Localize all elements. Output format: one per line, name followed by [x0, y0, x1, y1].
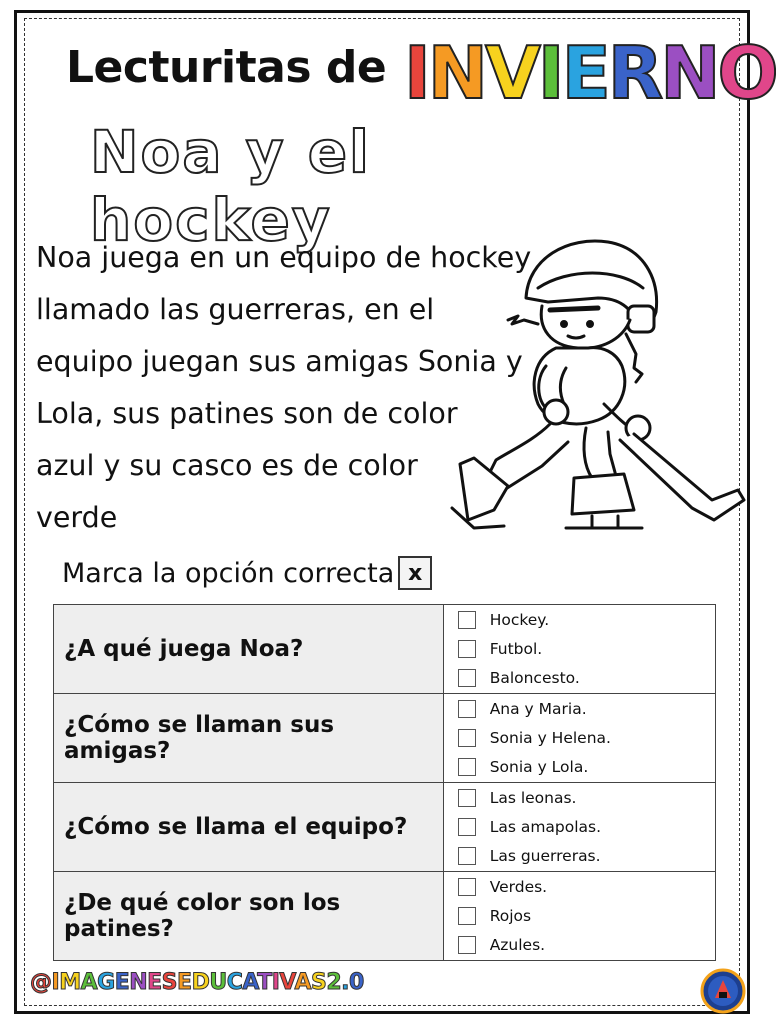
quiz-question: ¿Cómo se llaman sus amigas? — [54, 694, 444, 783]
title-highlight-letter: N — [660, 31, 718, 115]
option-checkbox[interactable] — [458, 640, 476, 658]
title-highlight-letter: O — [717, 31, 776, 115]
quiz-option — [458, 931, 715, 960]
quiz-option — [458, 813, 715, 842]
option-checkbox[interactable] — [458, 758, 476, 776]
quiz-options — [443, 872, 715, 961]
option-checkbox[interactable] — [458, 611, 476, 629]
quiz-question: ¿A qué juega Noa? — [54, 605, 444, 694]
story-line: azul y su casco es de color — [36, 449, 418, 482]
quiz-question: ¿Cómo se llama el equipo? — [54, 783, 444, 872]
quiz-option — [458, 606, 715, 635]
option-label: Ana y Maria. — [489, 700, 587, 718]
option-checkbox[interactable] — [458, 818, 476, 836]
option-label: Verdes. — [489, 878, 548, 896]
title-highlight-letter: I — [537, 31, 562, 115]
title-highlight-letter: E — [561, 31, 608, 115]
quiz-question: ¿De qué color son los patines? — [54, 872, 444, 961]
option-checkbox[interactable] — [458, 847, 476, 865]
quiz-row — [54, 694, 716, 783]
quiz-option — [458, 784, 715, 813]
option-checkbox[interactable] — [458, 936, 476, 954]
story-line: equipo juegan sus amigas Sonia y — [36, 345, 523, 378]
option-checkbox[interactable] — [458, 729, 476, 747]
instruction-text: Marca la opción correcta — [62, 557, 395, 589]
quiz-option — [458, 664, 715, 693]
story-line: Lola, sus patines son de color — [36, 397, 458, 430]
story-line: llamado las guerreras, en el — [36, 293, 435, 326]
brand-logo-icon — [700, 968, 746, 1014]
option-checkbox[interactable] — [458, 700, 476, 718]
instruction — [62, 556, 432, 590]
option-label: Las amapolas. — [489, 818, 602, 836]
quiz-row — [54, 783, 716, 872]
footer-handle: @IMAGENESEDUCATIVAS2.0 — [30, 970, 364, 995]
quiz-option — [458, 842, 715, 871]
quiz-option — [458, 902, 715, 931]
quiz-options — [443, 783, 715, 872]
option-label: Hockey. — [489, 611, 550, 629]
x-mark-box: x — [398, 556, 432, 590]
option-checkbox[interactable] — [458, 669, 476, 687]
option-checkbox[interactable] — [458, 878, 476, 896]
title-highlight — [404, 28, 776, 118]
hockey-girl-illustration — [438, 228, 750, 558]
option-label: Las guerreras. — [489, 847, 601, 865]
story-line: verde — [36, 501, 118, 534]
option-label: Azules. — [489, 936, 546, 954]
title-highlight-letter: V — [485, 31, 538, 115]
quiz-option — [458, 753, 715, 782]
quiz-option — [458, 695, 715, 724]
option-checkbox[interactable] — [458, 907, 476, 925]
quiz-option — [458, 635, 715, 664]
title-row — [60, 28, 776, 118]
option-checkbox[interactable] — [458, 789, 476, 807]
quiz-options — [443, 605, 715, 694]
story-line: Noa juega en un equipo de hockey — [36, 241, 532, 274]
option-label: Sonia y Lola. — [489, 758, 589, 776]
quiz-option — [458, 873, 715, 902]
title-prefix: Lecturitas de — [66, 42, 387, 93]
quiz-table — [53, 604, 716, 961]
title-highlight-letter: R — [607, 31, 661, 115]
option-label: Rojos — [489, 907, 532, 925]
quiz-options — [443, 694, 715, 783]
option-label: Las leonas. — [489, 789, 577, 807]
title-highlight-letter: N — [427, 31, 486, 115]
option-label: Sonia y Helena. — [489, 729, 611, 747]
option-label: Futbol. — [489, 640, 543, 658]
quiz-option — [458, 724, 715, 753]
title-highlight-letter: I — [404, 31, 428, 115]
quiz-row — [54, 605, 716, 694]
quiz-row — [54, 872, 716, 961]
option-label: Baloncesto. — [489, 669, 580, 687]
story-title: Noa y el hockey — [90, 118, 371, 254]
